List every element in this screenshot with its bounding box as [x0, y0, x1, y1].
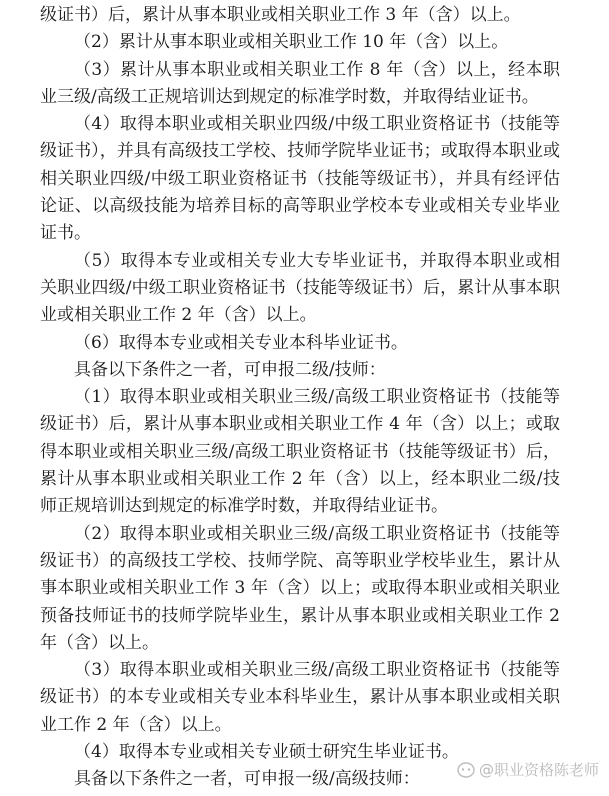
paragraph-item-2: （2）累计从事本职业或相关职业工作 10 年（含）以上。 [74, 32, 509, 53]
section-heading-level-1: 具备以下条件之一者，可申报一级/高级技师： [74, 769, 420, 790]
logo-icon [457, 761, 475, 779]
watermark [457, 759, 599, 780]
paragraph-item-6: （6）取得本专业或相关专业本科毕业证书。 [74, 332, 408, 353]
watermark-text: @职业资格陈老师 [478, 761, 599, 779]
paragraph-level2-item-1: （1）取得本职业或相关职业三级/高级工职业资格证书（技能等级证书）后，累计从事本职业或相关职业工作 4 年（含）以上；或取得本职业或相关职业三级/高级工职业资格证书（技能等级证书）后，累计从事本职业或相关职业工作 2 年（含）以上，经本职业二级/技师正规培训达到规定的标准学时数，并取得结业证书。 [40, 387, 560, 517]
paragraph-level2-item-4: （4）取得本专业或相关专业硕士研究生毕业证书。 [74, 742, 459, 763]
paragraph-level2-item-2: （2）取得本职业或相关职业三级/高级工职业资格证书（技能等级证书）的高级技工学校、技师学院、高等职业学校毕业生，累计从事本职业或相关职业工作 3 年（含）以上；或取得本职业或相关职业预备技师证书的技师学院毕业生，累计从事本职业或相关职业工作 2 年（含）以上。 [40, 523, 560, 653]
paragraph-item-5: （5）取得本专业或相关专业大专毕业证书，并取得本职业或相关职业四级/中级工职业资格证书（技能等级证书）后，累计从事本职业或相关职业工作 2 年（含）以上。 [40, 250, 560, 326]
section-heading-level-2: 具备以下条件之一者，可申报二级/技师： [74, 359, 386, 380]
paragraph-item-3: （3）累计从事本职业或相关职业工作 8 年（含）以上，经本职业三级/高级工正规培训达到规定的标准学时数，并取得结业证书。 [40, 59, 560, 107]
document-body [40, 2, 560, 794]
paragraph-item-4: （4）取得本职业或相关职业四级/中级工职业资格证书（技能等级证书），并具有高级技工学校、技师学院毕业证书；或取得本职业或相关职业四级/中级工职业资格证书（技能等级证书），并具有经评估论证、以高级技能为培养目标的高等职业学校本专业或相关专业毕业证书。 [40, 114, 560, 244]
paragraph-level2-item-3: （3）取得本职业或相关职业三级/高级工职业资格证书（技能等级证书）的本专业或相关专业本科毕业生，累计从事本职业或相关职业工作 2 年（含）以上。 [40, 660, 560, 735]
paragraph-continuation: 级证书）后，累计从事本职业或相关职业工作 3 年（含）以上。 [40, 5, 521, 25]
